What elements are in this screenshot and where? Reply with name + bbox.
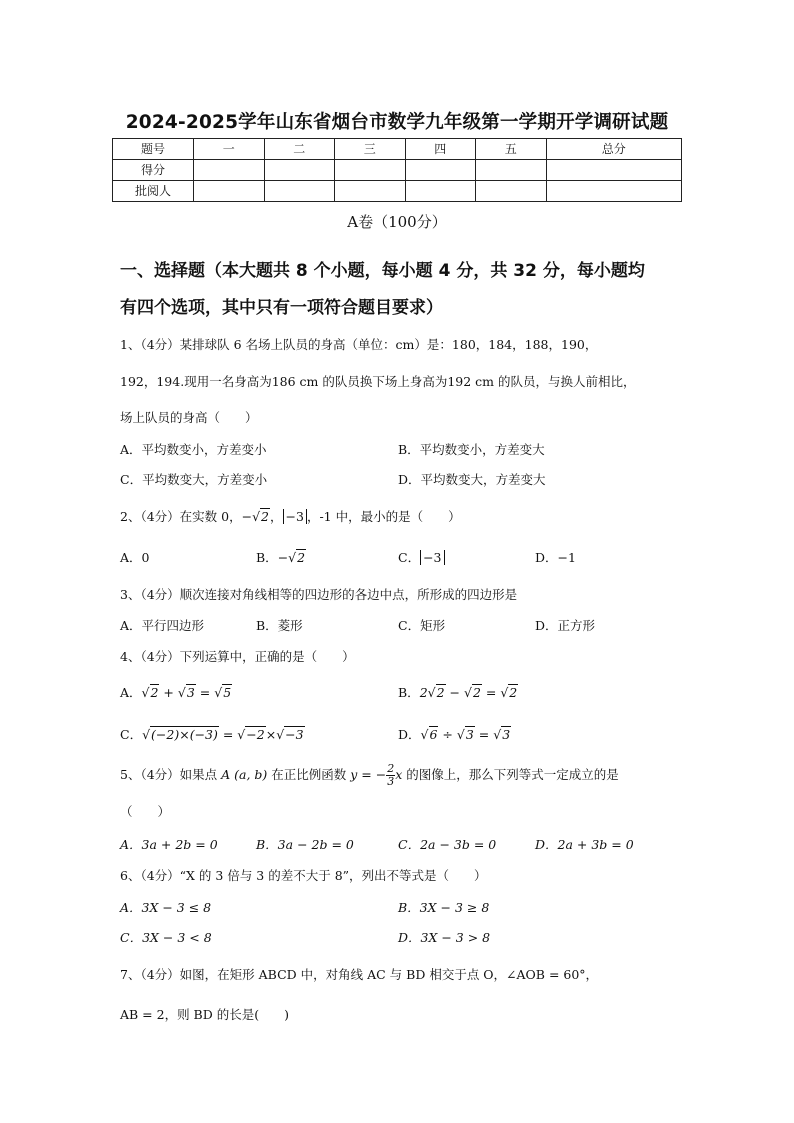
q2-stem-c: ，-1 中，最小的是（ ） [306, 509, 461, 524]
q5-stem-b: 在正比例函数 [267, 767, 351, 782]
table-cell [476, 160, 547, 181]
q6-option-a: A．3X − 3 ≤ 8 [120, 900, 212, 915]
q1-stem-line2: 192，194.现用一名身高为186 cm 的队员换下场上身高为192 cm 的队员，与换人前相比， [120, 374, 636, 389]
table-cell [405, 160, 476, 181]
q4-option-b-math: 2√2 − √2 = √2 [419, 685, 518, 700]
table-cell [546, 181, 682, 202]
q4-option-c-math: √(−2)×(−3) = √−2×√−3 [142, 727, 304, 742]
table-cell: 五 [476, 139, 547, 160]
q2-stem-a: 2、（4分）在实数 0， [120, 509, 242, 524]
q2-option-b [256, 548, 306, 566]
q4-option-d [398, 725, 511, 743]
q6-stem: 6、（4分）“X 的 3 倍与 3 的差不大于 8”，列出不等式是（ ） [120, 868, 487, 883]
table-cell: 二 [264, 139, 335, 160]
q1-option-c: C．平均数变大，方差变小 [120, 472, 268, 487]
table-cell: 总分 [546, 139, 682, 160]
q5-option-a: A．3a + 2b = 0 [120, 837, 218, 852]
q4-stem: 4、（4分）下列运算中，正确的是（ ） [120, 649, 355, 664]
q5-stem-line2: （ ） [120, 804, 171, 819]
q3-option-a: A．平行四边形 [120, 618, 205, 633]
q2-option-c-math: −3 [420, 550, 444, 565]
section-heading-line2: 有四个选项，其中只有一项符合题目要求） [120, 298, 443, 318]
table-row [113, 139, 682, 160]
table-cell [476, 181, 547, 202]
table-cell [194, 160, 265, 181]
q4-option-c [120, 725, 305, 743]
q2-option-c [398, 548, 445, 566]
q6-option-c: C．3X − 3 < 8 [120, 930, 212, 945]
q4-option-d-prefix: D． [398, 727, 421, 742]
table-cell: 一 [194, 139, 265, 160]
q7-stem-line1: 7、（4分）如图，在矩形 ABCD 中，对角线 AC 与 BD 相交于点 O，∠AOB = 60°， [120, 967, 599, 982]
q4-option-b [398, 683, 518, 701]
q5-option-b: B．3a − 2b = 0 [256, 837, 354, 852]
exam-title: 2024-2025学年山东省烟台市数学九年级第一学期开学调研试题 [125, 112, 669, 133]
q4-option-a [120, 683, 232, 701]
score-table [112, 138, 682, 202]
q4-option-a-prefix: A． [120, 685, 142, 700]
q5-math-point: A (a, b) [221, 767, 268, 782]
q2-option-d: D．−1 [535, 550, 576, 565]
q4-option-a-math: √2 + √3 = √5 [141, 685, 232, 700]
q2-option-a: A．0 [120, 550, 150, 565]
section-heading-line1: 一、选择题（本大题共 8 个小题，每小题 4 分，共 32 分，每小题均 [120, 261, 645, 281]
table-cell [335, 160, 406, 181]
q1-option-b: B．平均数变小，方差变大 [398, 442, 545, 457]
q1-stem-line3: 场上队员的身高（ ） [120, 410, 258, 425]
table-row [113, 160, 682, 181]
q2-option-b-prefix: B． [256, 550, 278, 565]
q2-stem-b: ， [270, 509, 283, 524]
q5-stem-c: 的图像上，那么下列等式一定成立的是 [402, 767, 619, 782]
table-cell: 批阅人 [113, 181, 194, 202]
q1-stem-line1: 1、（4分）某排球队 6 名场上队员的身高（单位：cm）是：180，184，188，190， [120, 337, 598, 352]
q2-math-abs-neg3: −3 [283, 509, 307, 524]
q2-option-b-math: −√2 [277, 550, 306, 565]
q2-math-neg-root2: −√2 [241, 509, 269, 524]
q3-option-d: D．正方形 [535, 618, 596, 633]
table-cell: 题号 [113, 139, 194, 160]
part-a-heading: A卷（100分） [347, 213, 447, 231]
table-cell [264, 181, 335, 202]
q6-option-d: D．3X − 3 > 8 [398, 930, 491, 945]
q4-option-b-prefix: B． [398, 685, 420, 700]
q3-stem: 3、（4分）顺次连接对角线相等的四边形的各边中点，所形成的四边形是 [120, 587, 518, 602]
q2-stem [120, 507, 461, 525]
q5-stem [120, 763, 619, 788]
q5-option-c: C．2a − 3b = 0 [398, 837, 497, 852]
q2-option-c-prefix: C． [398, 550, 421, 565]
q3-option-c: C．矩形 [398, 618, 446, 633]
q3-option-b: B．菱形 [256, 618, 303, 633]
table-cell: 四 [405, 139, 476, 160]
q4-option-d-math: √6 ÷ √3 = √3 [420, 727, 511, 742]
q5-option-d: D．2a + 3b = 0 [535, 837, 634, 852]
table-cell [264, 160, 335, 181]
table-cell: 三 [335, 139, 406, 160]
q4-option-c-prefix: C． [120, 727, 143, 742]
q6-option-b: B．3X − 3 ≥ 8 [398, 900, 490, 915]
q7-stem-line2: AB = 2，则 BD 的长是( ) [120, 1007, 289, 1022]
q5-math-function: y = − $\frac{2}{3}$ x [350, 762, 403, 788]
q1-option-a: A．平均数变小，方差变小 [120, 442, 267, 457]
table-row [113, 181, 682, 202]
table-cell [335, 181, 406, 202]
q1-option-d: D．平均数变大，方差变大 [398, 472, 546, 487]
table-cell [194, 181, 265, 202]
q5-stem-a: 5、（4分）如果点 [120, 767, 222, 782]
table-cell [405, 181, 476, 202]
table-cell [546, 160, 682, 181]
table-cell: 得分 [113, 160, 194, 181]
